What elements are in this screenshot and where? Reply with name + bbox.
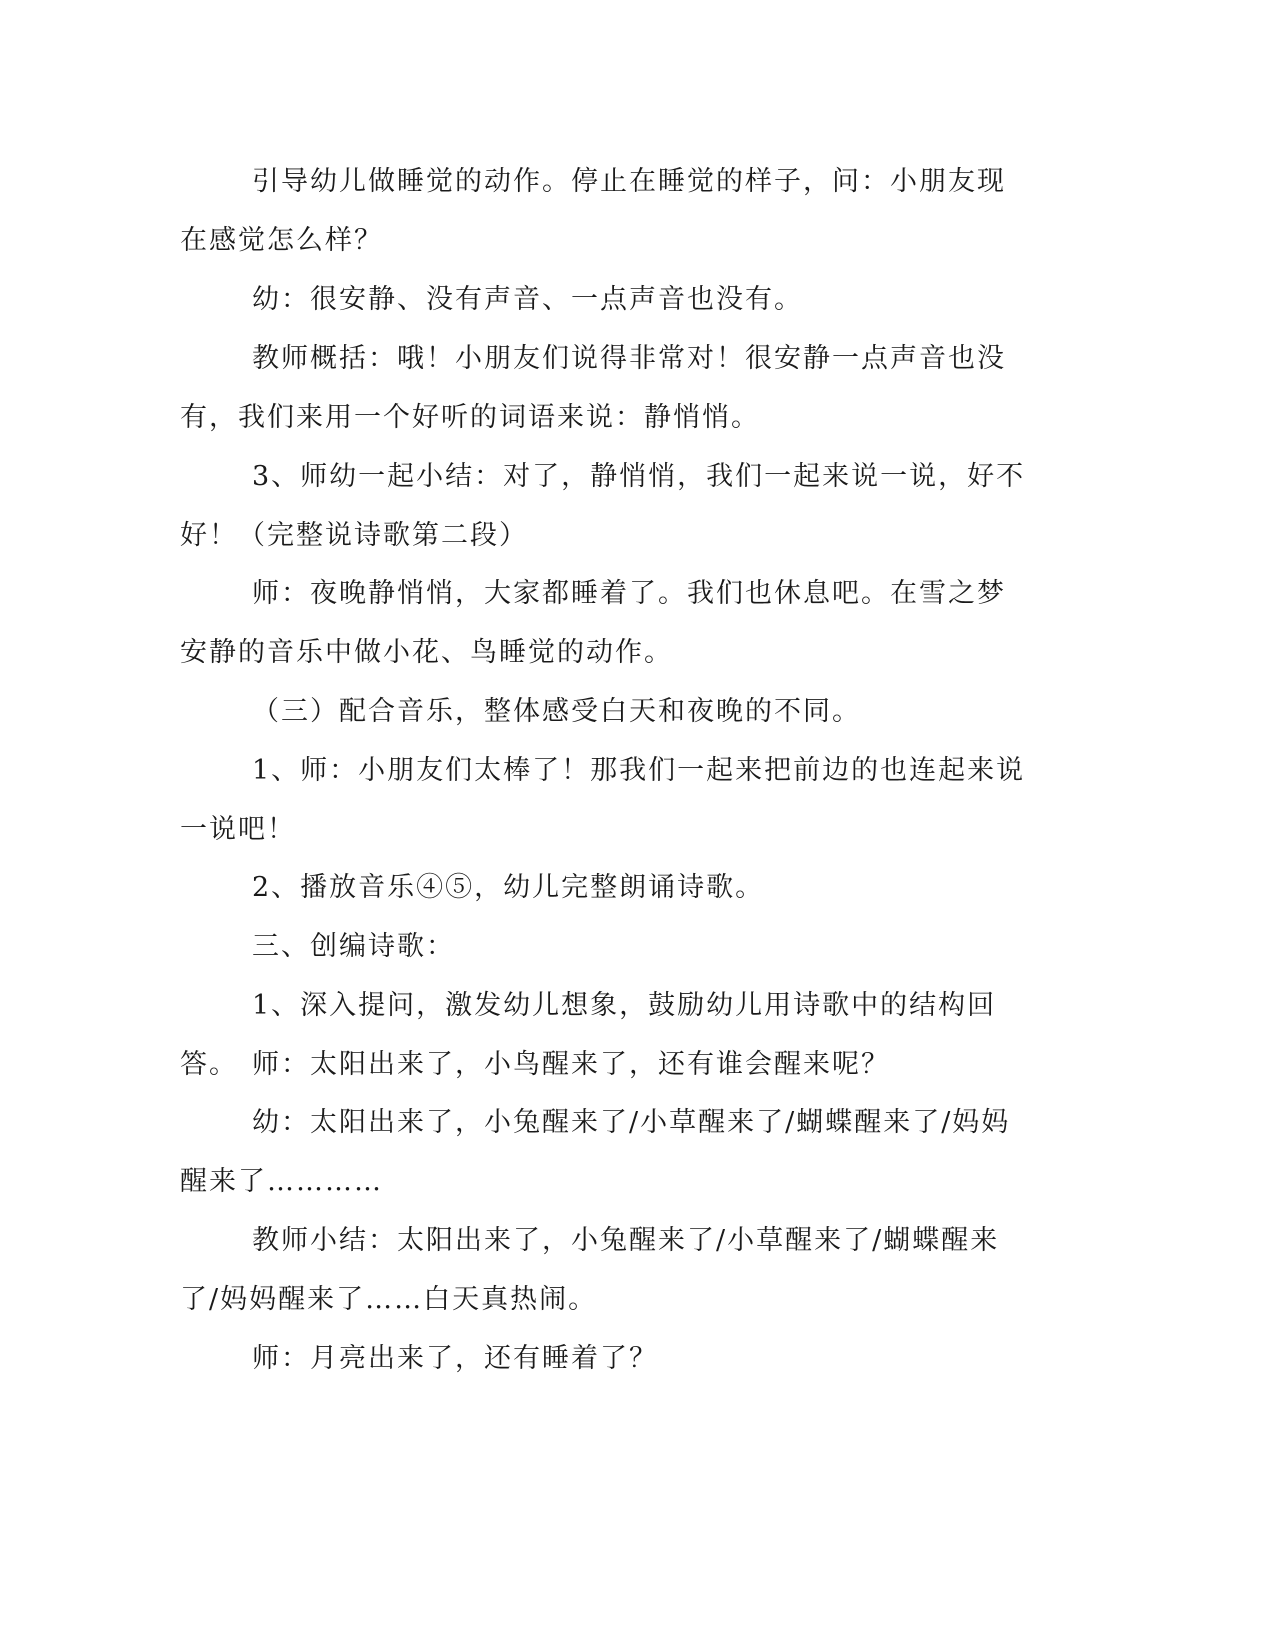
paragraph: 师：夜晚静悄悄，大家都睡着了。我们也休息吧。在雪之梦安静的音乐中做小花、鸟睡觉的动作。 (180, 578, 1006, 668)
paragraph: 1、师：小朋友们太棒了！那我们一起来把前边的也连起来说一说吧！ (180, 755, 1026, 845)
paragraph: 师：月亮出来了，还有睡着了？ (252, 1343, 658, 1374)
paragraph: 1、深入提问，激发幼儿想象，鼓励幼儿用诗歌中的结构回答。 (180, 990, 997, 1080)
paragraph: 2、播放音乐④⑤，幼儿完整朗诵诗歌。 (252, 872, 765, 903)
section-heading: 三、创编诗歌： (252, 931, 455, 962)
paragraph: （三）配合音乐，整体感受白天和夜晚的不同。 (252, 696, 861, 727)
paragraph: 教师概括：哦！小朋友们说得非常对！很安静一点声音也没有，我们来用一个好听的词语来说：静悄悄。 (180, 343, 1006, 433)
paragraph: 师：太阳出来了，小鸟醒来了，还有谁会醒来呢？ (252, 1049, 890, 1080)
paragraph: 引导幼儿做睡觉的动作。停止在睡觉的样子，问：小朋友现在感觉怎么样？ (180, 166, 1006, 256)
paragraph: 幼：很安静、没有声音、一点声音也没有。 (252, 284, 803, 315)
paragraph: 教师小结：太阳出来了，小兔醒来了/小草醒来了/蝴蝶醒来了/妈妈醒来了……白天真热闹。 (180, 1225, 1000, 1315)
paragraph: 幼：太阳出来了，小兔醒来了/小草醒来了/蝴蝶醒来了/妈妈醒来了………… (180, 1107, 1011, 1197)
paragraph: 3、师幼一起小结：对了，静悄悄，我们一起来说一说，好不好！（完整说诗歌第二段） (180, 461, 1026, 551)
